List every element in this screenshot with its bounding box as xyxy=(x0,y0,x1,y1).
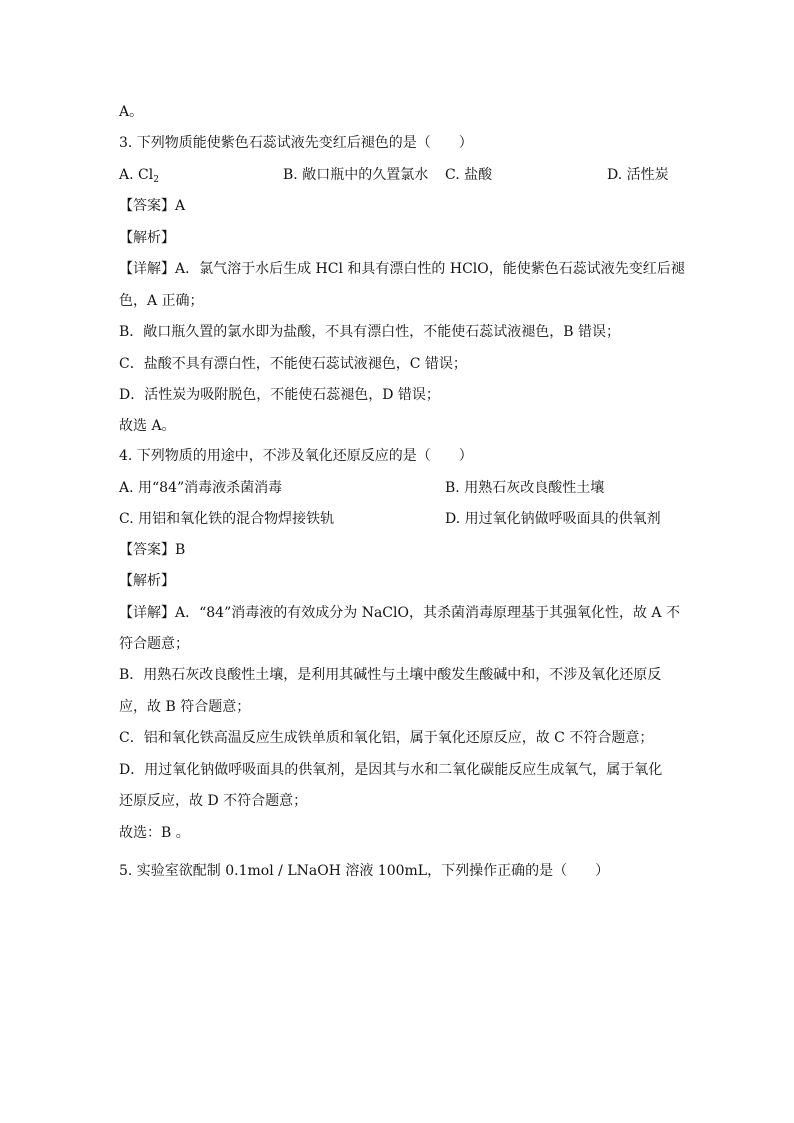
q4-detail-b: B．用熟石灰改良酸性土壤，是利用其碱性与土壤中酸发生酸碱中和，不涉及氧化还原反 xyxy=(119,667,662,683)
q3-detail-a-cont: 色，A 正确； xyxy=(119,293,204,309)
q3-detail-b: B．敞口瓶久置的氯水即为盐酸，不具有漂白性，不能使石蕊试液褪色，B 错误； xyxy=(119,324,621,340)
q4-option-b: B. 用熟石灰改良酸性土壤 xyxy=(445,480,605,496)
q4-conclusion: 故选：B 。 xyxy=(119,825,190,841)
question-5: 5. 实验室欲配制 0.1mol / LNaOH 溶液 100mL，下列操作正确的是（ ） xyxy=(119,863,610,879)
q3-option-a xyxy=(119,165,159,190)
q3-detail-d: D．活性炭为吸附脱色，不能使石蕊褪色，D 错误； xyxy=(119,387,440,403)
q4-detail-d-cont: 还原反应，故 D 不符合题意； xyxy=(119,793,308,809)
q3-conclusion: 故选 A。 xyxy=(119,418,176,434)
q4-detail-d: D．用过氧化钠做呼吸面具的供氧剂，是因其与水和二氧化碳能反应生成氧气，属于氧化 xyxy=(119,762,663,778)
q3-option-a-text: A. Cl xyxy=(119,167,154,183)
q4-option-a: A. 用“84”消毒液杀菌消毒 xyxy=(119,480,283,496)
q4-answer: 【答案】B xyxy=(119,542,186,558)
q3-detail-c: C．盐酸不具有漂白性，不能使石蕊试液褪色，C 错误； xyxy=(119,356,467,372)
q3-option-c: C. 盐酸 xyxy=(445,167,493,183)
q4-detail-b-cont: 应，故 B 符合题意； xyxy=(119,699,251,715)
q3-option-a-subscript: 2 xyxy=(153,175,159,185)
q4-option-d: D. 用过氧化钠做呼吸面具的供氧剂 xyxy=(445,511,661,527)
q4-detail-c: C．铝和氧化铁高温反应生成铁单质和氧化铝，属于氧化还原反应，故 C 不符合题意； xyxy=(119,730,654,746)
q3-analysis-heading: 【解析】 xyxy=(119,230,175,246)
q3-option-b: B. 敞口瓶中的久置氯水 xyxy=(283,167,429,183)
q3-detail-a: 【详解】A．氯气溶于水后生成 HCl 和具有漂白性的 HClO，能使紫色石蕊试液先变红后褪 xyxy=(119,261,685,277)
answer-tail: A。 xyxy=(119,104,144,120)
question-3: 3. 下列物质能使紫色石蕊试液先变红后褪色的是（ ） xyxy=(119,135,473,151)
q4-detail-a-cont: 符合题意； xyxy=(119,636,189,652)
q3-option-d: D. 活性炭 xyxy=(607,167,669,183)
question-4: 4. 下列物质的用途中，不涉及氧化还原反应的是（ ） xyxy=(119,448,473,464)
q4-option-c: C. 用铝和氧化铁的混合物焊接铁轨 xyxy=(119,511,335,527)
q4-detail-a: 【详解】A．“84”消毒液的有效成分为 NaClO，其杀菌消毒原理基于其强氧化性，故 A 不 xyxy=(119,605,680,621)
q4-analysis-heading: 【解析】 xyxy=(119,573,175,589)
q3-answer: 【答案】A xyxy=(119,198,186,214)
